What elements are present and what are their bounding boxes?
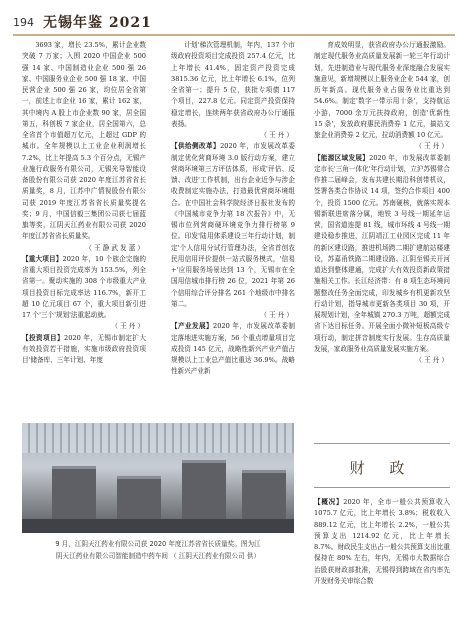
author-credit: （ 王 丹 ） <box>415 356 448 364</box>
photo-ceiling <box>22 423 294 453</box>
paragraph-text: 2020 年，全市一般公共预算收入 1075.7 亿元，比上年增长 3.8%；税收收入 889.12 亿元，比上年增长 2.2%，一般公共预算支出 1214.92 亿元，比上年增长 8.7%。财政民生支出占一般公共预算支出比重保持在 80% 左右，年内，无锡市大数据综合治股获财政部批准，无锡得到跨域在省内率先开发财务关审综合数 <box>314 498 450 585</box>
page-number: 194 <box>13 16 34 29</box>
caption-line: 9 月，江阴天江药业有限公司获 2020 年度江苏省省长质量奖。图为江 <box>55 540 261 548</box>
paragraph <box>171 321 295 377</box>
paragraph <box>22 254 146 322</box>
paragraph: 3693 家，增长 23.5%，累计企业数突破 7 万家；入围 2020 中国企业 500 强 14 家、中国制造业企业 500 强 26 家、中国服务业企业 500 强 18 家、中国民营企业 500 强 26 家，均位居全省第一，前述上市企业 16 家，累计 162 家，其中境内 A 股上市企业数 90 家，居全国第五，科创板 7 家企业，居全国第六，总全省首个市值超万亿元，上超过 GDP 的城市。全年规模以上工业企业利润增长 7.2%，比上年提高 5.3 个百分点，无锡产业施行政服务有限公司，无锡光导智能设备股份有限公司获 2020 年度江苏省省长质量奖，8 月，江苏中广情视股份有限公司获 2019 年度江苏省省长质量奖提名奖；9 月，中国信毅三集团公司获七届蓝旗等奖，江阴天江药业有限公司获 2020 年度江苏省省长质量奖。 <box>22 41 146 241</box>
paragraph <box>171 141 295 310</box>
photo-floor <box>22 519 294 533</box>
paragraph: 育成效明显，获省政府办公厅通报激励。制定现代服务业高质量发展新一轮三年行动计划，先进制造业与现代服务业深度融合发展实施意见，新增规模以上服务业企业 544 家，创历年新高。现代服务业占服务业比重达到 54.6%。制定'数字一带示用十条'，支持航运小游，7000 余万元扶持政府，创造'优新性 15 条'，发放政府惠民消费券 1 亿元，搞站文旅企业消费券 2 亿元，拉动消费额 10 亿元。 <box>314 41 450 139</box>
photo-machine <box>242 470 286 519</box>
column-3-bottom <box>314 497 450 587</box>
photo-machine <box>182 460 226 519</box>
photo-machine <box>52 466 96 519</box>
paragraph <box>314 497 450 587</box>
section-label: 【重大项目】 <box>22 254 63 263</box>
section-label: 【投资项目】 <box>22 333 65 342</box>
section-rule <box>314 487 450 488</box>
author-credit: （ 王 丹 ） <box>260 131 293 139</box>
section-label: 【能源区域发展】 <box>314 153 370 162</box>
author-credit: （ 王 丹 ） <box>415 142 448 151</box>
section-title: 财 政 <box>349 459 415 477</box>
author-credit: （ 王 丹 ） <box>111 322 144 331</box>
paragraph <box>314 153 450 356</box>
section-rule <box>314 443 450 444</box>
column-2 <box>171 40 295 378</box>
paragraph: 计划'梯次管理机制，年内，137 个市级政府投资项目完成投资 257.4 亿元，比上年增长 41.4%，固定资产投资完成 3815.36 亿元，比上年增长 6.1%，位列全省第一；提升 5 位，获批专项债 117 个项目，227.8 亿元。同定资产投资保持稳定增长，连续两年获省政府办公厅通报表扬。 <box>171 41 295 128</box>
photo-machine <box>117 476 161 519</box>
paragraph-text: 2020 年，10 个族企完施的省重大项目投资完成率为 153.5%，列全省第一。聚动实施的 308 个市级重大产业项目投资目标完成率达 116.7%，新开工超 10 亿元项目 67 个，重大项目新引进 17 个'三个'规划'法重起动就。 <box>22 254 146 319</box>
paragraph-text: 2020 年，市发展改革委制定落地进实施方案，56 个重点增量项目完成投资 145 亿元，战略性新兴产业产值占规模以上工业总产值比重达 36.9%。战略性新兴产业新 <box>171 322 295 376</box>
author-credit: （ 王 丹 ） <box>260 311 293 319</box>
section-heading <box>314 413 450 489</box>
paragraph-text: 2020 年，市发展改革委制定市长'三角一体化'年行动计划，立沪苏锡常合作推二届峰会，发布共建长期沿科创带机议，签署各类合作协议 14 项，签约合作项目 400 个，投资 1500 亿元。苏南硬核，就落实规本锡新联进席落分属，地铁 3 号线一期延年运营，国省道连提 81 线，城市环线 4 号线一期建设稳步推进，江阴靖江工业园区完成 11 年的新区建设路，推进机场跨二期扩建航站楼建设，苏嘉甬铁路二期建设路、江阴至锡关开河道达到整体建通，完成扩大有效投资新政策措施相关工作。长江经济带：有 8 项生态环境问题整改任务全面完成，印发城乡有机更新攻坚行动计划，指导城市更新各类项目 30 项，开展规划计划，全年城镇 270.3 万吨，超额完成省下达目标任务。开展全面小微补短板高级专项行动，制定拼音制度实行发展。生存高质量发展，家政服务业高质量发展实施方案。 <box>314 153 451 353</box>
paragraph-text: 2020 年，市发展改革委制定优化营商环境 3.0 版行动方案，建立营商环境第三方评估体系，形成'评估、反馈、改进'工作机制，出台企业近争与涉企收费制定实施办法，打造最优营商环境组合。在中国社会科学院经济日报社发布的《中国城市竞争力第 18 次报告》中，无锡市位列营商硬环境竞争力排行榜第 9 位。印发'陆用体系建设三年行动计划，制定'个人信用分试行管理办法，全省首创农民用信用评价提供一站式服务模式，'信易+'应用服务场景达到 13 个，无锡市在全国用信城市排行榜 26 位，2021 年第 26 个信用综合评分排名 261 个地级市中排名第二。 <box>171 142 295 308</box>
column-1 <box>22 40 146 366</box>
paragraph-text: 2020 年，无锡市制定扩大有效投资若干措施，实施市级政府投资项目'储备库、三年计划、年度 <box>22 333 146 364</box>
photo-caption <box>22 538 294 562</box>
section-label: 【供给侧改革】 <box>171 142 221 151</box>
book-title: 无锡年鉴 2021 <box>43 15 152 31</box>
author-credit: （ 王 静 武 发 蓝 ） <box>85 243 144 252</box>
column-3 <box>314 40 450 366</box>
caption-line: 阴天江药业有限公司智能制造中药车间 （ 江阴天江药业有限公司 供） <box>55 552 261 560</box>
page-header <box>13 8 455 36</box>
section-label: 【产业发展】 <box>171 322 214 331</box>
section-label: 【概况】 <box>314 498 344 506</box>
header-rule <box>13 34 455 36</box>
factory-photo <box>22 423 294 533</box>
paragraph <box>22 333 146 367</box>
